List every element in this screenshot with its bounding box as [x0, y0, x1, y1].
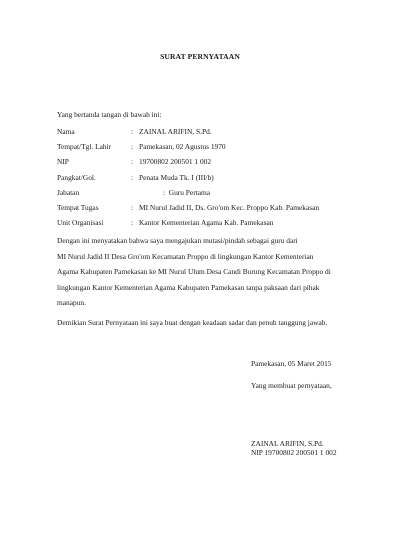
identity-label: Tempat Tugas: [57, 202, 99, 212]
identity-row-workplace: [57, 203, 319, 218]
identity-value-position: [139, 188, 319, 203]
signature-place-date: Pamekasan, 05 Maret 2015: [251, 359, 332, 368]
identity-value: Kantor Kementerian Agama Kab. Pamekasan: [139, 218, 274, 228]
identity-label: NIP: [57, 157, 69, 167]
identity-value: Pamekasan, 02 Agustus 1970: [139, 142, 226, 152]
statement-paragraph: [57, 236, 357, 314]
identity-row-birth: [57, 142, 319, 157]
identity-separator: :: [131, 218, 134, 228]
signature-name: ZAINAL ARIFIN, S.Pd.: [251, 439, 324, 448]
identity-separator: :: [163, 187, 166, 197]
identity-value: Penata Muda Tk. I (III/b): [139, 172, 214, 182]
identity-value: 19700802 200501 1 002: [139, 157, 212, 167]
intro-text: Yang bertanda tangan di bawah ini:: [57, 110, 162, 119]
identity-row-nip: [57, 157, 319, 172]
signature-nip: NIP 19700802 200501 1 002: [251, 448, 337, 457]
statement-line: Agama Kabupaten Pamekasan ke MI Nurul Ulum Desa Candi Burung Kecamatan Proppo di: [57, 267, 331, 276]
identity-row-name: [57, 127, 319, 142]
identity-row-unit: [57, 218, 319, 233]
document-title: SURAT PERNYATAAN: [160, 52, 240, 61]
closing-text: Demikian Surat Pernyataan ini saya buat dengan keadaan sadar dan penuh tanggung jawab.: [57, 318, 328, 327]
identity-label: Unit Organisasi: [57, 218, 104, 228]
identity-separator: [131, 188, 139, 203]
identity-value: ZAINAL ARIFIN, S.Pd.: [139, 127, 212, 136]
statement-line: manapun.: [57, 298, 86, 307]
identity-row-position: [57, 188, 319, 203]
statement-line: MI Nurul Jadid II Desa Gro'om Kecamatan Proppo di lingkungan Kantor Kementerian: [57, 251, 314, 261]
identity-label: Nama: [57, 127, 75, 136]
statement-line: Dengan ini menyatakan bahwa saya mengajukan mutasi/pindah sebagai guru dari: [57, 236, 298, 245]
identity-separator: :: [131, 172, 134, 182]
identity-label: Jabatan: [57, 187, 80, 197]
identity-label: Pangkat/Gol.: [57, 172, 96, 182]
identity-separator: :: [131, 157, 134, 167]
statement-line: lingkungan Kantor Kementerian Agama Kabupaten Pamekasan tanpa paksaan dari pihak: [57, 282, 320, 292]
identity-separator: :: [131, 142, 134, 152]
identity-value: Guru Pertama: [168, 187, 211, 197]
identity-separator: :: [131, 202, 134, 212]
identity-separator: :: [131, 127, 134, 136]
identity-row-rank: [57, 173, 319, 188]
identity-value: MI Nurul Jadid II, Ds. Gro'om Kec. Proppo Kab. Pamekasan: [139, 202, 320, 212]
signature-maker-label: Yang membuat pernyataan,: [251, 381, 332, 390]
identity-table: [57, 127, 319, 233]
identity-label: Tempat/Tgl. Lahir: [57, 142, 112, 152]
